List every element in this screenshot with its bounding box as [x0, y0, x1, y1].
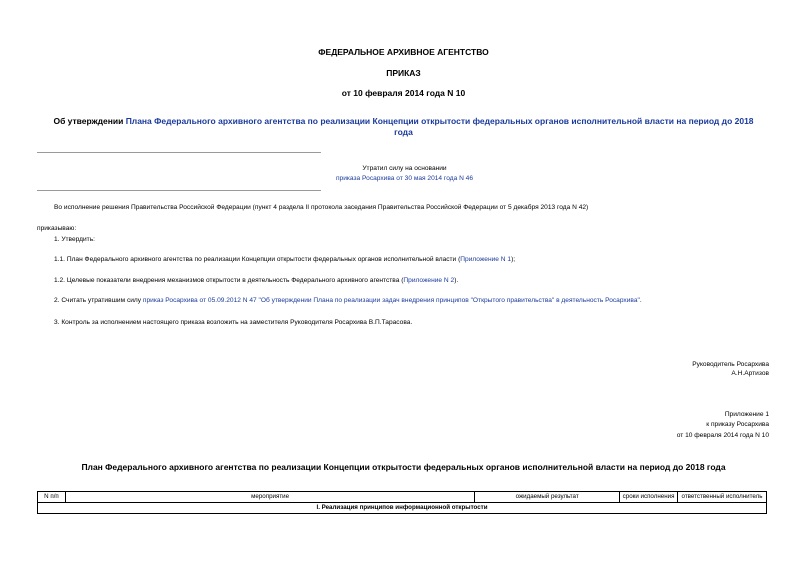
- order-word: приказываю:: [37, 225, 77, 232]
- repealed-order-link[interactable]: приказ Росархива от 05.09.2012 N 47 "Об утверждении Плана по реализации задач внедрения принципов "Открытого правительства" в деятельность Росархива": [142, 297, 640, 304]
- document-title: [45, 116, 762, 138]
- section-title: I. Реализация принципов информационной открытости: [38, 503, 767, 514]
- intro-paragraph: Во исполнение решения Правительства Российской Федерации (пункт 4 раздела II протокола заседания Правительства Российской Федерации от 5 декабря 2013 года N 42): [54, 204, 589, 211]
- appendix-label: Приложение 1: [724, 411, 769, 418]
- doc-date: от 10 февраля 2014 года N 10: [341, 88, 466, 98]
- item-2-end: .: [639, 297, 642, 304]
- signer-position: Руководитель Росархива: [692, 361, 769, 368]
- item-1: 1. Утвердить:: [54, 236, 95, 243]
- signer-name: А.Н.Артизов: [731, 370, 769, 377]
- status-top-rule: [37, 152, 321, 153]
- agency-name: ФЕДЕРАЛЬНОЕ АРХИВНОЕ АГЕНТСТВО: [318, 47, 489, 57]
- item-2: [54, 297, 774, 305]
- plan-table: [37, 491, 767, 514]
- item-3: 3. Контроль за исполнением настоящего приказа возложить на заместителя Руководителя Росархива В.П.Тарасова.: [54, 319, 413, 326]
- item-1-1-end: );: [511, 256, 516, 263]
- status-link[interactable]: приказа Росархива от 30 мая 2014 года N 46: [335, 175, 473, 182]
- title-link[interactable]: Плана Федерального архивного агентства по реализации Концепции открытости федеральных органов исполнительной власти на период до 2018 года: [125, 116, 754, 137]
- table-header-row: [38, 492, 767, 503]
- doc-type: ПРИКАЗ: [386, 68, 421, 78]
- item-1-1: [54, 256, 774, 264]
- item-2-text: 2. Считать утратившим силу: [54, 297, 143, 304]
- col-deadline-header: сроки исполнения: [620, 492, 678, 503]
- appendix-date: от 10 февраля 2014 года N 10: [676, 432, 769, 439]
- col-activity-header: мероприятие: [65, 492, 474, 503]
- status-bottom-rule: [37, 190, 321, 191]
- col-number-header: N п/п: [38, 492, 66, 503]
- col-result-header: ожидаемый результат: [475, 492, 620, 503]
- item-1-2-text: 1.2. Целевые показатели внедрения механизмов открытости в деятельность Федерального архивного агентства (: [54, 277, 404, 284]
- title-prefix: Об утверждении: [53, 116, 126, 126]
- item-1-2-end: ).: [454, 277, 459, 284]
- appendix-ref: к приказу Росархива: [706, 421, 769, 428]
- table-section-row: [38, 503, 767, 514]
- col-responsible-header: ответственный исполнитель: [678, 492, 767, 503]
- plan-title: План Федерального архивного агентства по реализации Концепции открытости федеральных органов исполнительной власти на период до 2018 года: [81, 462, 726, 472]
- item-1-1-text: 1.1. План Федерального архивного агентства по реализации Концепции открытости федеральных органов исполнительной власти (: [54, 256, 461, 263]
- appendix-2-link[interactable]: Приложение N 2: [403, 277, 455, 284]
- item-1-2: [54, 277, 774, 285]
- status-note: Утратил силу на основании: [362, 165, 447, 172]
- appendix-1-link[interactable]: Приложение N 1: [460, 256, 512, 263]
